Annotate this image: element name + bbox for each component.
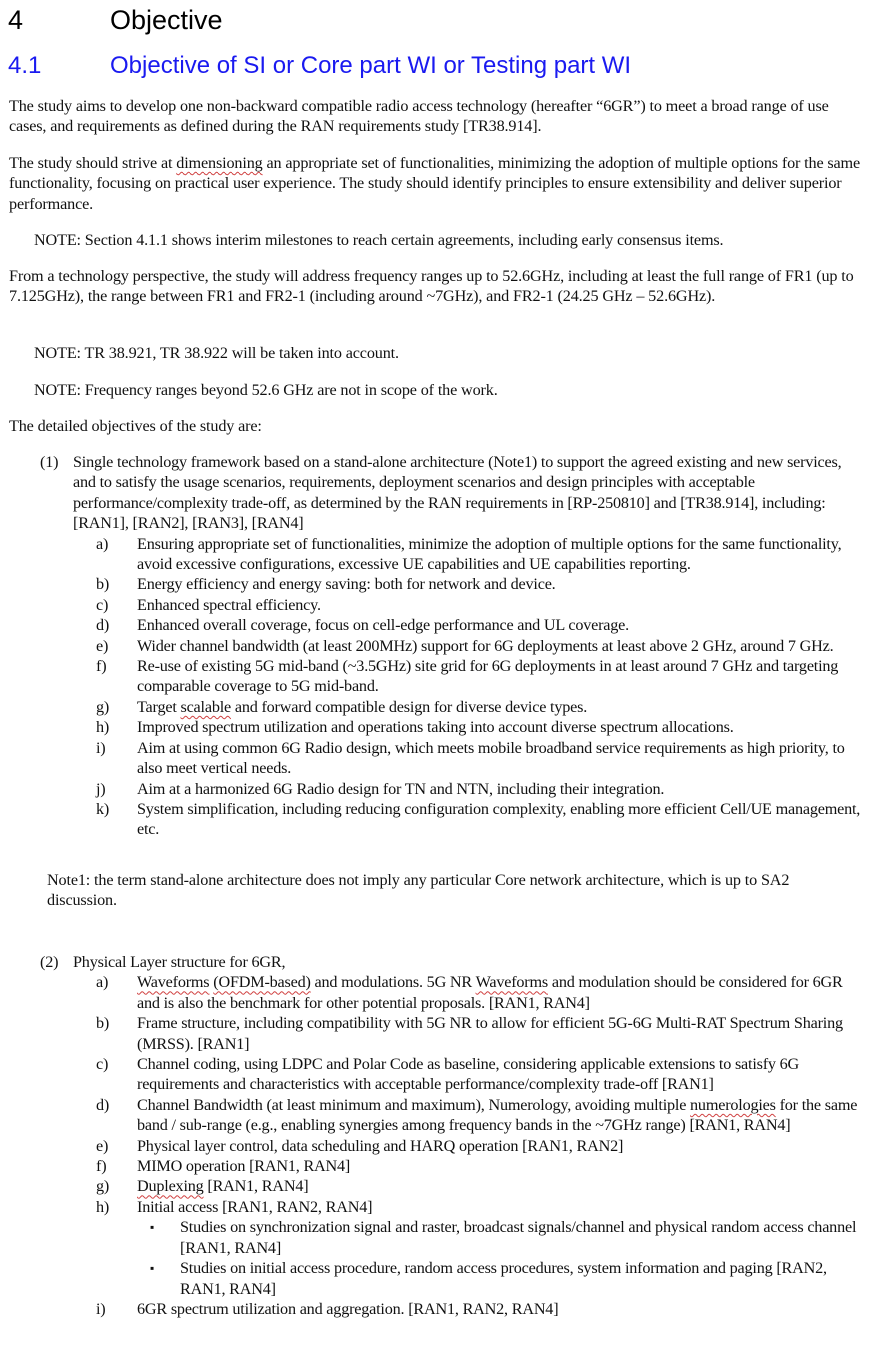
note-tr: NOTE: TR 38.921, TR 38.922 will be taken into account. [34,344,399,362]
list-item: d) Channel Bandwidth (at least minimum and maximum), Numerology, avoiding multiple numerologies for the same band / sub-range (e.g., enabling synergies among frequency bands in the ~7GHz range) [RAN1, RAN4] [96,1095,858,1135]
square-bullet-icon: ▪ [150,1261,155,1276]
list-item: f) MIMO operation [RAN1, RAN4] [96,1157,351,1176]
list-item: c) Channel coding, using LDPC and Polar Code as baseline, considering applicable extensions to satisfy 6G requirements and characteristics with acceptable performance/complexity trade-off [RAN1] [96,1055,800,1094]
spellcheck-word[interactable]: Waveforms [137,973,210,992]
list-item: a) Waveforms (OFDM-based) and modulations. 5G NR Waveforms and modulation should be considered for 6GR and is also the benchmark for other potential proposals. [RAN1, RAN4] [96,973,843,1012]
subsection-number: 4.1 [8,52,42,79]
objective-1 [40,452,865,840]
spellcheck-word[interactable]: numerologies [690,1095,776,1114]
spellcheck-word[interactable]: dimensioning [176,154,263,172]
spellcheck-word[interactable]: Waveforms [475,973,548,992]
list-item: g) Duplexing [RAN1, RAN4] [96,1177,309,1196]
list-item: j) Aim at a harmonized 6G Radio design for TN and NTN, including their integration. [96,779,665,798]
note1-standalone: Note1: the term stand-alone architecture does not imply any particular Core network architecture, which is up to SA2 discussion. [47,871,790,910]
section-title: Objective [110,5,223,35]
list-item: i) Aim at using common 6G Radio design, which meets mobile broadband service requirements as high priority, to also meet vertical needs. [96,738,845,778]
list-item: b) Frame structure, including compatibility with 5G NR to allow for efficient 5G-6G Multi-RAT Spectrum Sharing (MRSS). [RAN1] [96,1014,843,1053]
note-frequency: NOTE: Frequency ranges beyond 52.6 GHz are not in scope of the work. [34,381,498,399]
list-item: a) Ensuring appropriate set of functionalities, minimize the adoption of multiple options for the same functionality, avoid excessive configurations, excessive UE capabilities and UE capabilities reporting. [96,534,842,574]
list-item: h) Improved spectrum utilization and operations taking into account diverse spectrum allocations. [96,718,734,737]
section-number: 4 [8,5,24,35]
bullet-item: ▪ Studies on initial access procedure, random access procedures, system information and paging [RAN2, RAN1, RAN4] [145,1258,865,1299]
list-text: Single technology framework based on a stand-alone architecture (Note1) to support the agreed existing and new services, and to satisfy the usage scenarios, requirements, deployment scenarios and design principles with acceptable performance/complexity trade-off, as determined by the RAN requirements in [RP-250810] and [TR38.914], including: [RAN1], [RAN2], [RAN3], [RAN4] [73,453,842,533]
objective-1-header [40,452,865,534]
spellcheck-word[interactable]: Duplexing [137,1177,204,1196]
list-item: h) Initial access [RAN1, RAN2, RAN4] [96,1197,373,1216]
strive-paragraph: The study should strive at dimensioning an appropriate set of functionalities, minimizing the adoption of multiple options for the same functionality, focusing on practical user experience. The study should identify principles to ensure extensibility and deliver superior performance. [9,154,861,213]
list-item: b) Energy efficiency and energy saving: both for network and device. [96,575,556,594]
subsection-title: Objective of SI or Core part WI or Testing part WI [110,52,632,79]
list-number: (1) [40,453,59,471]
objective-2-header [40,952,865,972]
list-item: c) Enhanced spectral efficiency. [96,595,321,614]
subsection-heading [8,51,631,81]
section-heading [8,4,223,36]
list-item: k) System simplification, including reducing configuration complexity, enabling more efficient Cell/UE management, etc. [96,799,861,839]
list-item: d) Enhanced overall coverage, focus on cell-edge performance and UL coverage. [96,616,629,635]
list-item: i) 6GR spectrum utilization and aggregation. [RAN1, RAN2, RAN4] [96,1299,559,1318]
list-text: Physical Layer structure for 6GR, [73,953,286,971]
bullet-item: ▪ Studies on synchronization signal and raster, broadcast signals/channel and physical random access channel [RAN1, RAN4] [145,1217,865,1258]
note-milestones: NOTE: Section 4.1.1 shows interim milestones to reach certain agreements, including early consensus items. [34,231,724,249]
list-item: g) Target scalable and forward compatible design for diverse device types. [96,697,588,716]
spellcheck-word[interactable]: (OFDM-based) [213,973,311,992]
square-bullet-icon: ▪ [150,1220,155,1235]
list-item: e) Wider channel bandwidth (at least 200MHz) support for 6G deployments at least above 2 GHz, around 7 GHz. [96,636,834,655]
list-item: f) Re-use of existing 5G mid-band (~3.5GHz) site grid for 6G deployments in at least around 7 GHz and targeting comparable coverage to 5G mid-band. [96,657,839,696]
list-item: e) Physical layer control, data scheduling and HARQ operation [RAN1, RAN2] [96,1136,624,1155]
objective-2 [40,952,865,1319]
spellcheck-word[interactable]: scalable [180,697,231,716]
objectives-intro: The detailed objectives of the study are: [9,417,262,435]
frequency-paragraph: From a technology perspective, the study will address frequency ranges up to 52.6GHz, including at least the full range of FR1 (up to 7.125GHz), the range between FR1 and FR2-1 (including around ~7GHz), and FR2-1 (24.25 GHz – 52.6GHz). [9,267,854,306]
intro-paragraph: The study aims to develop one non-backward compatible radio access technology (hereafter “6GR”) to meet a broad range of use cases, and requirements as defined during the RAN requirements study [TR38.914]. [9,97,829,136]
list-number: (2) [40,953,59,971]
